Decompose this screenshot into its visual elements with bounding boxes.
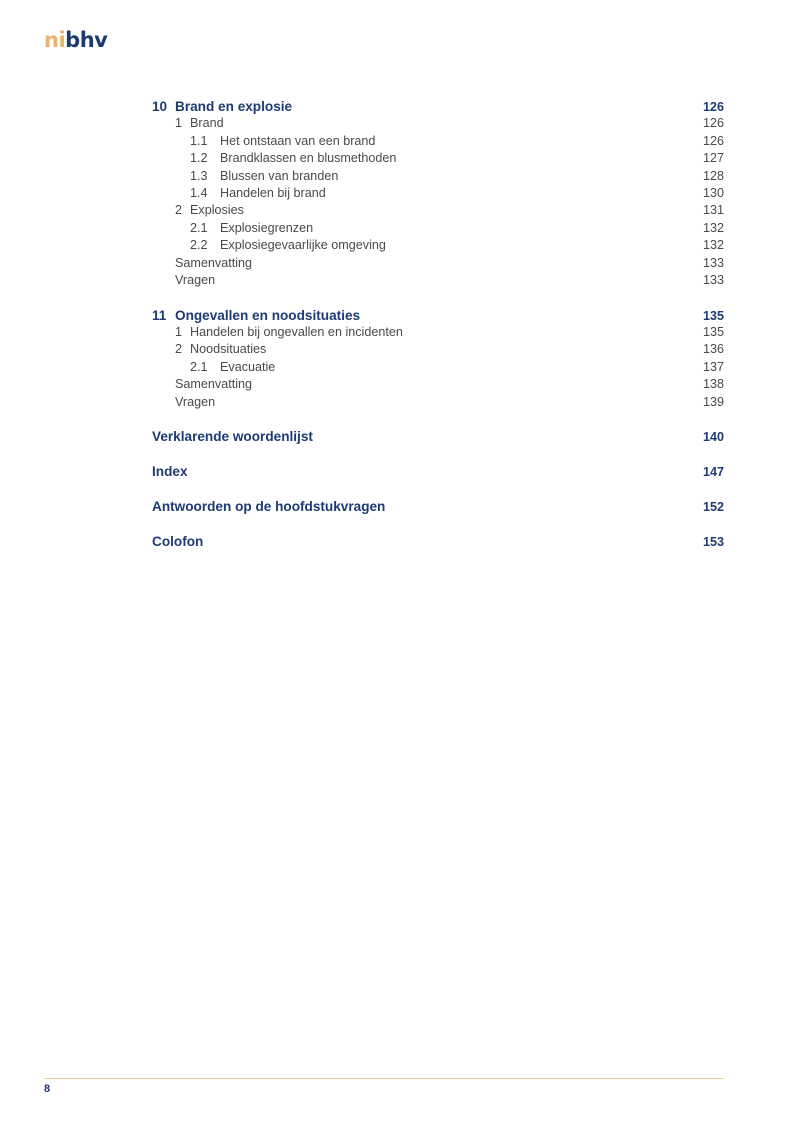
page-ref: 153 <box>702 534 724 549</box>
toc-subsection[interactable] <box>152 237 724 254</box>
subsection-number: 1.4 <box>190 185 208 200</box>
footer-divider <box>44 1078 724 1079</box>
page-ref: 135 <box>702 325 724 340</box>
subsection-number: 1.3 <box>190 168 208 183</box>
toc-section[interactable] <box>152 115 724 132</box>
toc-subsection[interactable] <box>152 220 724 237</box>
section-number: 1 <box>175 325 183 340</box>
page-number: 8 <box>44 1083 51 1095</box>
toc-colofon[interactable] <box>152 533 724 550</box>
toc-subsection[interactable] <box>152 150 724 167</box>
toc-section[interactable] <box>152 324 724 341</box>
page-ref: 131 <box>702 203 724 218</box>
subsection-title: Explosiegrenzen <box>220 220 314 235</box>
chapter-title: Verklarende woordenlijst <box>152 429 313 445</box>
subsection-title: Evacuatie <box>220 359 276 374</box>
page-ref: 127 <box>702 151 724 166</box>
page-ref: 138 <box>702 377 724 392</box>
subsection-number: 2.2 <box>190 238 208 253</box>
toc-chapter-10[interactable] <box>152 98 724 115</box>
page-ref: 133 <box>702 272 724 287</box>
toc-section[interactable] <box>152 341 724 358</box>
summary-title: Samenvatting <box>175 255 253 270</box>
page-ref: 135 <box>702 308 724 323</box>
page-ref: 126 <box>702 100 724 114</box>
toc-summary[interactable] <box>152 255 724 272</box>
chapter-number: 11 <box>152 307 167 323</box>
section-title: Explosies <box>190 203 244 218</box>
page-ref: 132 <box>702 220 724 235</box>
questions-title: Vragen <box>175 272 216 287</box>
toc-summary[interactable] <box>152 376 724 393</box>
toc-questions[interactable] <box>152 394 724 411</box>
section-title: Noodsituaties <box>190 342 267 357</box>
toc-questions[interactable] <box>152 272 724 289</box>
page-ref: 130 <box>702 185 724 200</box>
chapter-title: Ongevallen en noodsituaties <box>175 307 361 323</box>
page-ref: 133 <box>702 255 724 270</box>
page-ref: 140 <box>702 430 724 445</box>
subsection-title: Brandklassen en blusmethoden <box>220 151 397 166</box>
section-number: 1 <box>175 116 183 131</box>
subsection-title: Het ontstaan van een brand <box>220 133 376 148</box>
logo-bhv: bhv <box>65 28 108 52</box>
subsection-title: Handelen bij brand <box>220 185 326 200</box>
table-of-contents <box>152 98 724 550</box>
toc-subsection[interactable] <box>152 359 724 376</box>
subsection-number: 2.1 <box>190 359 208 374</box>
page-ref: 139 <box>702 394 724 409</box>
chapter-title: Antwoorden op de hoofdstukvragen <box>152 498 386 514</box>
chapter-title: Brand en explosie <box>175 99 293 114</box>
section-title: Brand <box>190 116 224 131</box>
subsection-number: 1.2 <box>190 151 208 166</box>
page-ref: 152 <box>702 499 724 514</box>
page-ref: 147 <box>702 465 724 480</box>
page-ref: 136 <box>702 342 724 357</box>
subsection-title: Explosiegevaarlijke omgeving <box>220 238 386 253</box>
toc-chapter-11[interactable] <box>152 307 724 324</box>
section-title: Handelen bij ongevallen en incidenten <box>190 325 403 340</box>
page-ref: 132 <box>702 238 724 253</box>
questions-title: Vragen <box>175 394 216 409</box>
subsection-title: Blussen van branden <box>220 168 339 183</box>
nibhv-logo <box>44 28 107 52</box>
chapter-title: Colofon <box>152 533 204 549</box>
toc-subsection[interactable] <box>152 185 724 202</box>
page-ref: 126 <box>702 116 724 131</box>
toc-subsection[interactable] <box>152 133 724 150</box>
toc-index[interactable] <box>152 463 724 480</box>
page-ref: 126 <box>702 133 724 148</box>
toc-section[interactable] <box>152 202 724 219</box>
page-ref: 128 <box>702 168 724 183</box>
section-number: 2 <box>175 203 183 218</box>
subsection-number: 1.1 <box>190 133 208 148</box>
page-ref: 137 <box>702 359 724 374</box>
section-number: 2 <box>175 342 183 357</box>
logo-ni: ni <box>44 28 66 52</box>
toc-glossary[interactable] <box>152 428 724 445</box>
chapter-title: Index <box>152 464 188 480</box>
summary-title: Samenvatting <box>175 377 253 392</box>
toc-subsection[interactable] <box>152 168 724 185</box>
subsection-number: 2.1 <box>190 220 208 235</box>
toc-answers[interactable] <box>152 498 724 515</box>
chapter-number: 10 <box>152 99 168 114</box>
